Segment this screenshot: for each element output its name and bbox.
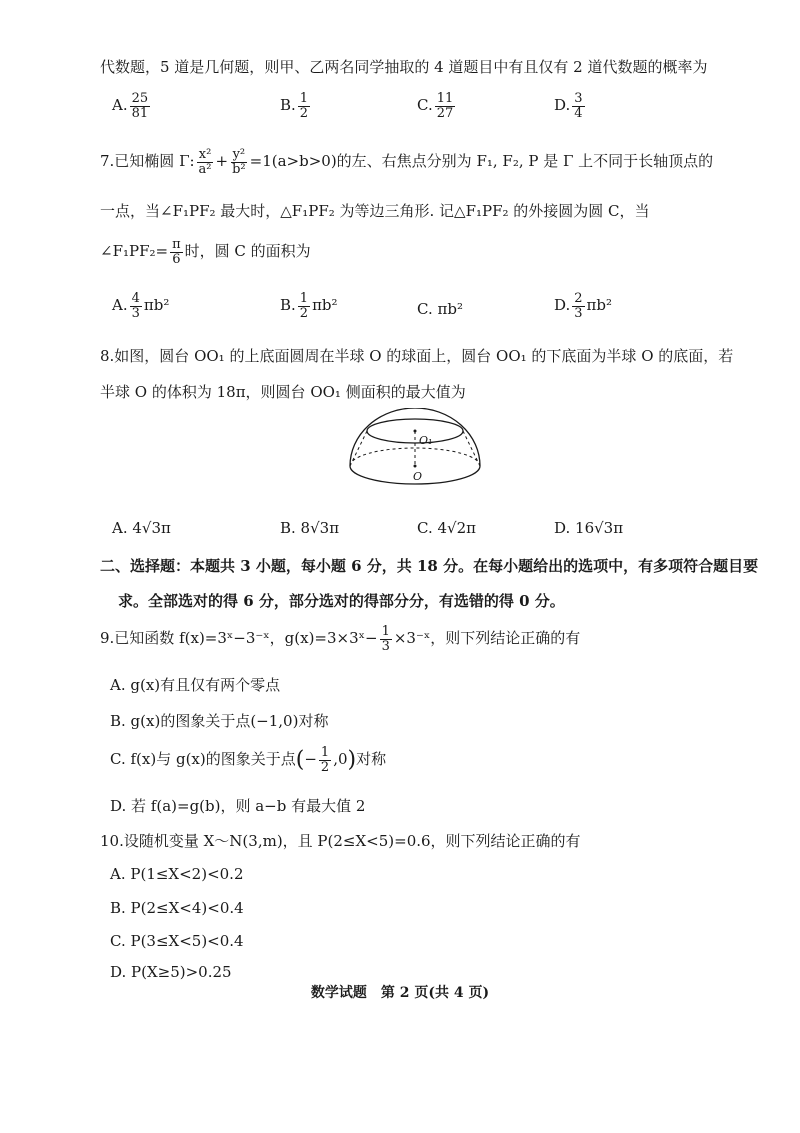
- q6-stem-tail: 代数题，5 道是几何题，则甲、乙两名同学抽取的 4 道题目中有且仅有 2 道代数题的概率为: [100, 58, 708, 76]
- q9-option-d: D. 若 f(a)=g(b)，则 a−b 有最大值 2: [110, 797, 366, 815]
- q9-option-b: B. g(x)的图象关于点(−1,0)对称: [110, 712, 329, 730]
- q6-option-c: C. $\frac{11}{27}$: [417, 91, 454, 121]
- q10-option-b: B. P(2≤X<4)<0.4: [110, 899, 244, 917]
- section2-heading-line1: 二、选择题：本题共 3 小题，每小题 6 分，共 18 分。在每小题给出的选项中，有多项符合题目要: [100, 557, 759, 575]
- hemisphere-frustum-figure: [345, 408, 485, 500]
- q8-option-d: D. 16√3π: [554, 519, 624, 537]
- q10-option-a: A. P(1≤X<2)<0.2: [110, 865, 244, 883]
- q8-option-b: B. 8√3π: [280, 519, 340, 537]
- q6-option-d: D. $\frac{3}{4}$: [554, 91, 583, 121]
- q7-stem-line1: 7.已知椭圆 Γ: $\frac{\text{x²}}{\text{a²}}$ + $\frac{\text{y²}}{\text{b²}}$ =1(a>b>0)的左、右焦点分别为 F₁, F₂, P 是 Γ 上不同于长轴顶点的: [100, 147, 714, 177]
- q10-stem: 10.设随机变量 X～N(3,m)，且 P(2≤X<5)=0.6，则下列结论正确的有: [100, 832, 581, 850]
- q8-option-a: A. 4√3π: [112, 519, 171, 537]
- q7-option-d: D. $\frac{2}{3}$ πb²: [554, 291, 613, 321]
- q7-stem-line2: 一点，当∠F₁PF₂ 最大时，△F₁PF₂ 为等边三角形. 记△F₁PF₂ 的外接圆为圆 C，当: [100, 202, 650, 220]
- q9-stem: 9.已知函数 f(x)=3ˣ−3⁻ˣ，g(x)=3×3ˣ− $\frac{1}{3}$ ×3⁻ˣ，则下列结论正确的有: [100, 624, 581, 654]
- point-o1: [414, 430, 417, 433]
- page-footer: 数学试题 第 2 页(共 4 页): [310, 985, 490, 1001]
- q10-option-d: D. P(X≥5)>0.25: [110, 963, 232, 981]
- section2-heading-line2: 求。全部选对的得 6 分，部分选对的得部分分，有选错的得 0 分。: [118, 592, 565, 610]
- label-o: O: [413, 470, 423, 483]
- q9-option-c: C. f(x)与 g(x)的图象关于点(− $\frac{1}{2}$ ,0)对称: [110, 745, 387, 775]
- q8-stem-line1: 8.如图，圆台 OO₁ 的上底面圆周在半球 O 的球面上，圆台 OO₁ 的下底面为半球 O 的底面，若: [100, 347, 734, 365]
- q10-option-c: C. P(3≤X<5)<0.4: [110, 932, 244, 950]
- q7-option-a: A. $\frac{4}{3}$ πb²: [112, 291, 170, 321]
- label-o1: O₁: [419, 434, 433, 447]
- point-o: [414, 465, 417, 468]
- q6-option-a: A. $\frac{25}{81}$: [112, 91, 149, 121]
- q7-stem-line3: ∠F₁PF₂= $\frac{\pi}{6}$ 时，圆 C 的面积为: [100, 237, 311, 267]
- q6-option-b: B. $\frac{1}{2}$: [280, 91, 309, 121]
- q7-option-c: C. πb²: [417, 300, 463, 318]
- q7-option-b: B. $\frac{1}{2}$ πb²: [280, 291, 338, 321]
- q8-option-c: C. 4√2π: [417, 519, 476, 537]
- q9-option-a: A. g(x)有且仅有两个零点: [110, 676, 281, 694]
- q8-stem-line2: 半球 O 的体积为 18π，则圆台 OO₁ 侧面积的最大值为: [100, 383, 466, 401]
